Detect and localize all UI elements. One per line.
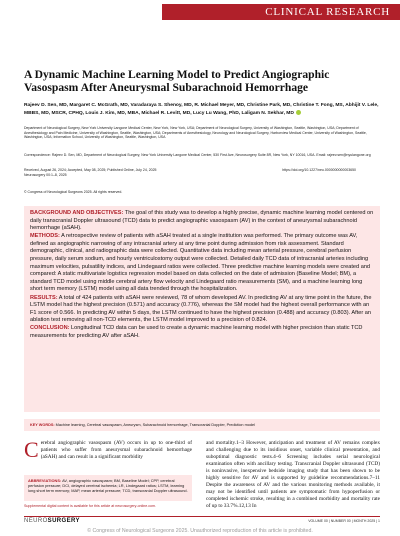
section-banner: CLINICAL RESEARCH [162,4,400,20]
journal-logo [24,518,80,524]
orcid-icon[interactable] [296,110,301,115]
drop-cap: C [24,437,39,462]
affiliations: Department of Neurological Surgery, New York University Langone Medical Center, New York, New York, USA; Department of Neurological Surgery, University of Washington, Seattle, Washington, USA; Department of Anesthesiology and Pain Medicine, University of Washington, Seattle, Washington, USA; Departments of Anesthesiology, Neurology and Neurological Surgery, Harborview Medical Center, University of Washington, Seattle, Washington, USA; Information School, University of Washington, Seattle, Washington, USA [24,126,367,140]
author-list [24,103,380,117]
received-accepted: Received, August 26, 2024; Accepted, May 08, 2025; Published Online, July 24, 2025 [24,168,157,172]
abbreviations-box [24,475,192,501]
abstract-text: The goal of this study was to develop a highly precise, dynamic machine learning model centered on daily transcranial Doppler ultrasound (TCD) data to predict angiographic vasospasm (AV) in the context of aneurysmal subarachnoid hemorrhage (aSAH). [30,210,374,232]
copyright-notice: © Congress of Neurological Surgeons 2025. All rights reserved. [24,190,123,194]
abbreviations-label: ABBREVIATIONS: [28,478,62,483]
abstract-text: A retrospective review of patients with aSAH treated at a single institution was performed. The primary outcome was AV, defined as angiographic narrowing of any intracranial artery at any time point during admission from risk assessment. Standard demographic, clinical, and radiographic data were collected. Quantitative data including mean arterial pressure, cerebral perfusion pressure, daily serum sodium, and hourly ventriculostomy output were collected. Detailed daily TCD data of intracranial arteries including maximum velocities, pulsatility indices, and Lindegaard ratios were collected. Three predictive machine learning models were created and compared: A static multivariate logistics regression model based on data collected on the date of admission (Baseline Model; BM), a standard TCD model using middle cerebral artery flow velocity and Lindegaard ratio measurements (SM), and a machine learning long short term memory (LSTM) model using all data trended through the hospitalization. [30,233,371,293]
abstract-methods [30,233,374,294]
abstract-heading: RESULTS: [30,294,58,301]
article-title: A Dynamic Machine Learning Model to Predict Angiographic Vasospasm After Aneurysmal Subarachnoid Hemorrhage [24,68,330,95]
intro-paragraph: erebral angiographic vasospasm (AV) occurs in up to one-third of patients who suffer from aneurysmal subarachnoid hemorrhage (aSAH) and can result in a significant morbidity [40,440,192,460]
keywords-label: KEY WORDS: [30,423,55,427]
footer-divider [24,516,380,517]
doi-link[interactable]: https://doi.org/10.1227/neu.0000000000003650 [282,168,356,172]
copyright-watermark: © Congress of Neurological Surgeons 2025. Unauthorized reproduction of this article is prohibited. [87,528,313,534]
abstract-heading: METHODS: [30,233,60,240]
body-column-right [206,440,380,510]
citation-line: Neurosurgery 00:1–8, 2025 [24,173,67,177]
keywords-text: Machine learning, Cerebral vasospasm, Aneurysm, Subarachnoid hemorrhage, Transcranial Doppler, Prediction model [54,423,255,427]
supplemental-note[interactable]: Supplemental digital content is available for this article at neurosurgery-online.com. [24,504,157,508]
keywords [24,419,380,431]
correspondence: Correspondence: Rajeev D. Sen, MD, Department of Neurological Surgery, New York University Langone Medical Center, 530 First Ave, Neurosurgery Suite 8R, New York, NY 10016, USA. Email: rajeev.sen@nyulangone.org [24,153,371,157]
abstract-heading: BACKGROUND AND OBJECTIVES: [30,210,124,216]
journal-name-part: SURGERY [47,518,80,524]
publication-dates [24,168,380,178]
abstract-background [30,210,374,233]
body-column-left [24,437,192,462]
abstract-text: A total of 424 patients with aSAH were reviewed, 78 of whom developed AV. In predicting AV at any time point in the future, the LSTM model had the highest precision (0.571) and accuracy (0.776), whereas the SM model had the highest overall performance with an F1 score of 0.566. In predicting AV within 5 days, the LSTM continued to have the highest precision (0.488) and accuracy (0.803). After an ablation test removing all non-TCD elements, the LSTM model improved to a precision of 0.824. [30,294,372,324]
abstract-text: Longitudinal TCD data can be used to create a dynamic machine learning model with higher precision than static TCD measurements for predicting AV after aSAH. [30,325,363,339]
abstract [24,206,380,412]
abstract-results [30,295,374,325]
intro-paragraph-continued: and mortality.1–3 However, anticipation and treatment of AV remains complex and challenging due to its insidious onset, variable clinical presentation, and suboptimal diagnostic tests.4–6 Screening includes serial neurological examination often with ancillary testing. Transcranial Doppler ultrasound (TCD) is noninvasive, inexpensive bedside imaging study that has been shown to be highly sensitive for AV and is supported by guideline recommendations.7–11 Despite the awareness of AV and the various monitoring methods available, it may not be identified until patients are symptomatic from hypoperfusion or completed ischemic stroke, resulting in a combined morbidity and mortality rate of up to 33.7%.12,13 In [206,440,380,509]
abstract-heading: CONCLUSION: [30,325,70,332]
abbreviations-text: AV, angiographic vasospasm; BM, Baseline Model; CPP, cerebral perfusion pressure; DCI, delayed cerebral ischemia; LR, Lindegaard ratios; LSTM, learning long short term memory; MAP, mean arterial pressure; TCD, transcranial Doppler ultrasound. [28,478,188,493]
volume-info: VOLUME 00 | NUMBER 00 | MONTH 2025 | 1 [308,519,380,523]
journal-name-part: NEURO [24,518,48,524]
abstract-conclusion [30,325,374,340]
author-names: Rajeev D. Sen, MD, Margaret C. McGrath, MD, Varadaraya S. Shenoy, MD, R. Michael Meyer, MD, Christine Park, MD, Christine T. Fong, MS, Abhijit V. Lele, MBBS, MD, MSCR, CPHQ, Louis J. Kim, MD, MBA, Michael R. Levitt, MD, Lucy Lu Wang, PhD, Laligam N. Sekhar, MD [24,103,379,116]
